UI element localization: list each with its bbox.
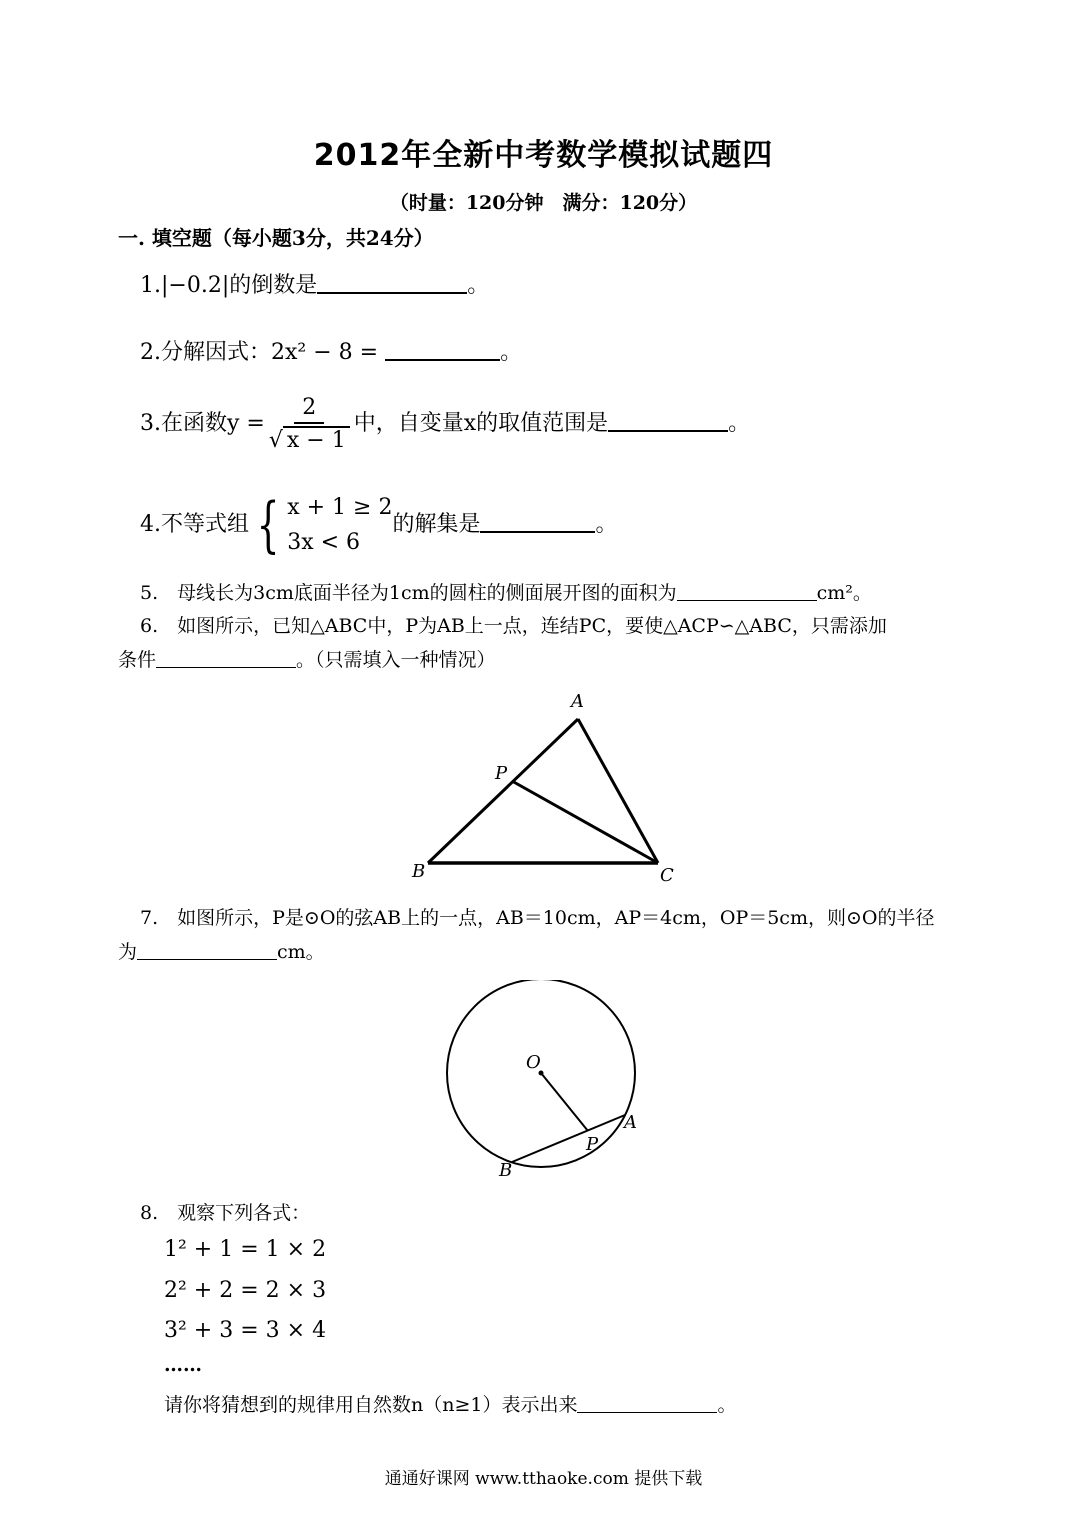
question-8: 8. 观察下列各式： — [140, 1202, 311, 1224]
fraction-numerator: 2 — [294, 395, 324, 424]
question-text: 不等式组 — [161, 512, 250, 538]
question-text: 为 — [118, 941, 138, 963]
ellipsis: …… — [164, 1354, 202, 1376]
equation-1: 1² + 1 = 1 × 2 — [164, 1237, 327, 1262]
answer-blank — [677, 580, 817, 601]
question-6: 6. 如图所示，已知△ABC中，P为AB上一点，连结PC，要使△ACP∽△ABC，只需添加 — [140, 615, 887, 637]
inequality-system — [287, 490, 392, 560]
question-text: 条件 — [118, 649, 157, 671]
equation-3: 3² + 3 = 3 × 4 — [164, 1318, 327, 1343]
fraction — [269, 395, 350, 453]
inequality-2: 3x < 6 — [287, 530, 361, 556]
answer-blank — [577, 1392, 717, 1413]
question-2 — [140, 335, 522, 366]
segment-ab — [428, 719, 578, 863]
triangle-diagram — [400, 685, 700, 885]
label-b: B — [499, 1160, 513, 1180]
question-text: 的解集是 — [392, 512, 481, 538]
unit: cm²。 — [816, 582, 872, 604]
question-7: 7. 如图所示，P是⊙O的弦AB上的一点，AB＝10cm，AP＝4cm，OP＝5cm，则⊙O的半径 — [140, 907, 935, 929]
answer-blank — [317, 272, 467, 294]
circle-diagram — [440, 980, 650, 1180]
math-expression: |−0.2| — [161, 273, 230, 298]
label-c: C — [660, 865, 674, 885]
question-text: 请你将猜想到的规律用自然数n（n≥1）表示出来 — [164, 1394, 578, 1416]
question-text: 中，自变量x的取值范围是 — [353, 411, 609, 436]
punctuation: 。 — [500, 340, 523, 365]
question-number: 3. — [140, 411, 161, 436]
question-3 — [140, 395, 750, 453]
label-b: B — [412, 861, 426, 882]
question-number: 4. — [140, 512, 161, 538]
label-p: P — [495, 763, 508, 784]
page-title: 2012年全新中考数学模拟试题四 — [313, 138, 774, 173]
section-heading: 一. 填空题（每小题3分，共24分） — [118, 226, 434, 250]
label-a: A — [571, 691, 584, 712]
question-text: 。（只需填入一种情况） — [296, 649, 496, 671]
punctuation: 。 — [717, 1394, 737, 1416]
punctuation: 。 — [728, 411, 751, 436]
answer-blank — [480, 511, 595, 533]
label-a: A — [624, 1112, 637, 1133]
system-brace: { — [256, 490, 280, 561]
unit: cm。 — [277, 941, 325, 963]
question-text: 分解因式： — [161, 340, 272, 365]
segment-op — [541, 1073, 588, 1131]
radicand: x − 1 — [283, 426, 350, 453]
label-o: O — [526, 1052, 541, 1073]
answer-blank — [156, 647, 296, 668]
question-text: 的倒数是 — [229, 273, 318, 298]
question-text: 5. 母线长为3cm底面半径为1cm的圆柱的侧面展开图的面积为 — [140, 582, 677, 604]
question-number: 2. — [140, 340, 161, 365]
question-5 — [140, 578, 872, 605]
question-1 — [140, 268, 489, 299]
equation-2: 2² + 2 = 2 × 3 — [164, 1278, 327, 1303]
question-number: 1. — [140, 273, 161, 298]
answer-blank — [608, 410, 728, 432]
punctuation: 。 — [595, 512, 618, 538]
question-6-condition — [118, 645, 496, 672]
fraction-denominator: √ x − 1 — [269, 424, 350, 453]
label-p: P — [586, 1134, 599, 1155]
answer-blank — [385, 339, 500, 361]
punctuation: 。 — [467, 273, 490, 298]
question-7-radius — [118, 937, 325, 964]
inequality-1: x + 1 ≥ 2 — [287, 495, 393, 520]
math-expression: 2x² − 8 = — [271, 340, 379, 365]
question-text: 在函数y = — [161, 411, 265, 436]
question-8-ask — [164, 1390, 737, 1417]
answer-blank — [137, 939, 277, 960]
footer-text: 通通好课网 www.tthaoke.com 提供下载 — [384, 1469, 703, 1489]
question-4 — [140, 490, 617, 560]
exam-info: （时量：120分钟 满分：120分） — [389, 192, 698, 214]
